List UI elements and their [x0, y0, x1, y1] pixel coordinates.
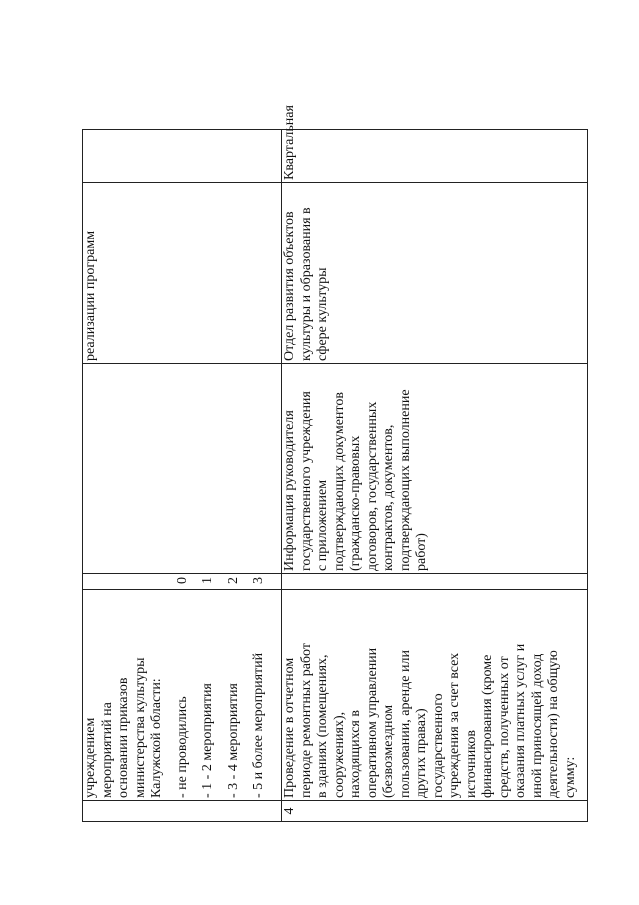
criterion-line: деятельности) на общую — [546, 650, 562, 798]
source-line: государственного учреждения — [298, 391, 314, 571]
option-score: 3 — [251, 577, 266, 584]
responsible-text: реализации программ — [83, 230, 98, 361]
criterion-line: оказания платных услуг и — [513, 643, 529, 798]
periodicity-text: Квартальная — [282, 105, 298, 180]
criterion-line: учреждения за счет всех — [447, 652, 463, 798]
row-number: 4 — [282, 807, 298, 815]
score-cell — [83, 574, 282, 590]
responsible-line: Отдел развития объектов — [282, 211, 298, 361]
source-line: подтверждающих выполнение — [397, 389, 413, 571]
responsible-cell — [83, 183, 282, 364]
score-cell — [282, 574, 588, 590]
responsible-line: сфере культуры — [315, 267, 331, 361]
spacer — [191, 592, 200, 798]
criterion-line: сооружениях), — [331, 711, 347, 798]
criterion-line: Калужской области: — [149, 678, 164, 798]
source-line: (гражданско-правовых — [348, 435, 364, 571]
criterion-line: сумму: — [562, 756, 578, 798]
criterion-line: оперативном управлении — [364, 647, 380, 798]
periodicity-cell — [282, 105, 588, 183]
spacer — [166, 592, 175, 798]
source-line: работ) — [414, 533, 430, 571]
criterion-line: периоде ремонтных работ — [298, 643, 314, 798]
criteria-table — [82, 105, 588, 822]
criterion-line: иной приносящей доход — [529, 653, 545, 798]
rotated-table-container — [82, 105, 588, 822]
table-row — [282, 130, 588, 822]
source-line: контрактов, документов, — [381, 424, 397, 571]
criterion-line: в зданиях (помещениях, — [315, 654, 331, 798]
periodicity-cell — [83, 130, 282, 183]
criterion-line: финансирования (кроме — [480, 654, 496, 798]
criterion-line: государственного — [430, 693, 446, 798]
option-score: 0 — [174, 577, 190, 584]
option-score: 1 — [200, 577, 215, 584]
option-label: - 3 - 4 мероприятия — [225, 683, 241, 798]
source-line: подтверждающих документов — [331, 392, 347, 571]
responsible-line: культуры и образования в — [298, 207, 314, 361]
criterion-line: (безвозмездном — [381, 704, 397, 798]
criterion-line: источников — [463, 729, 479, 798]
spacer — [242, 592, 251, 798]
responsible-cell — [282, 183, 588, 364]
criterion-line: министерства культуры — [132, 657, 148, 798]
criterion-line: находящихся в — [348, 710, 364, 798]
criterion-line: Проведение в отчетном — [282, 657, 298, 798]
option-score: 2 — [225, 577, 241, 584]
source-line: Информация руководителя — [282, 410, 298, 571]
criterion-line: основании приказов — [116, 677, 131, 798]
option-label: - 1 - 2 мероприятия — [200, 683, 215, 798]
criterion-line: учреждением — [83, 717, 98, 798]
table-row — [83, 130, 282, 822]
criterion-line: других правах) — [414, 708, 430, 798]
source-line: договоров, государственных — [364, 401, 380, 571]
criterion-line: мероприятий на — [99, 702, 115, 798]
option-label: - не проводились — [174, 696, 190, 798]
criterion-cell — [83, 590, 282, 801]
option-label: - 5 и более мероприятий — [251, 652, 266, 798]
criterion-line: средств, полученных от — [496, 656, 512, 798]
criterion-cell — [282, 590, 588, 801]
criterion-line: пользовании, аренде или — [397, 650, 413, 798]
source-cell — [282, 364, 588, 574]
row-number-cell — [83, 801, 282, 822]
source-line: с приложением — [315, 479, 331, 571]
source-cell — [83, 364, 282, 574]
row-number-cell — [282, 801, 588, 822]
spacer — [217, 592, 226, 798]
